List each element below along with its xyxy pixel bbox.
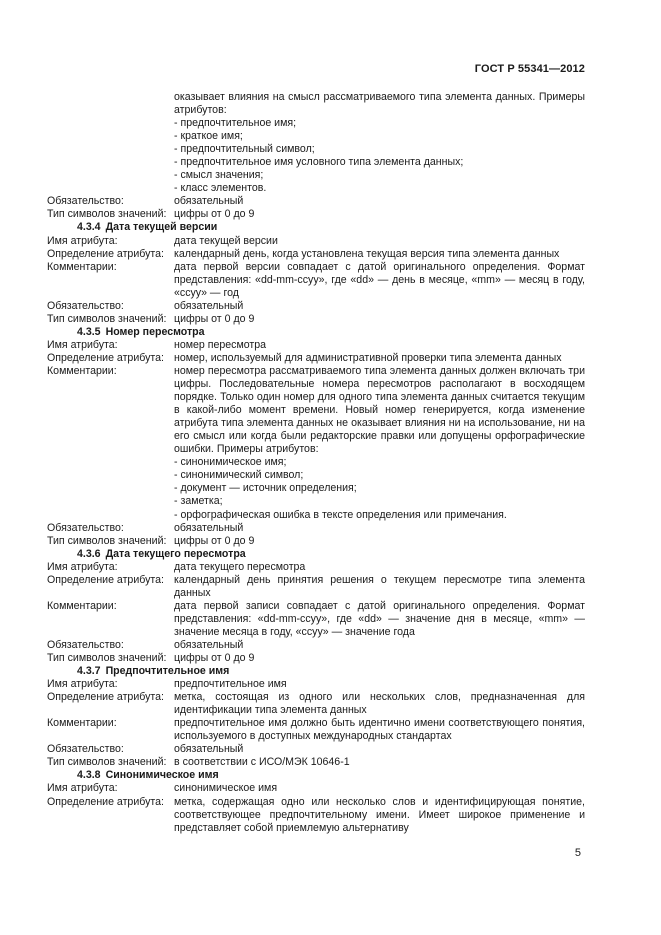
- section-title: Предпочтительное имя: [105, 665, 230, 678]
- field-value: обязательный: [174, 638, 244, 651]
- attr-name-row: [47, 561, 585, 574]
- field-label: Определение атрибута:: [47, 351, 164, 364]
- attr-name-row: [47, 235, 585, 248]
- field-label: Тип символов значений:: [47, 312, 167, 325]
- field-label: Обязательство:: [47, 521, 124, 534]
- field-value: цифры от 0 до 9: [174, 534, 255, 547]
- field-label: Имя атрибута:: [47, 782, 118, 795]
- definition-row: [47, 574, 585, 600]
- obligation-row: [47, 300, 585, 313]
- field-label: Обязательство:: [47, 638, 124, 651]
- section-title: Номер пересмотра: [105, 325, 205, 338]
- field-value: обязательный: [174, 195, 244, 208]
- definition-row: [47, 248, 585, 261]
- field-value: календарный день, когда установлена текущая версия типа элемента данных: [174, 247, 560, 260]
- field-value: номер пересмотра рассматриваемого типа элемента данных должен включать три цифры. Последовательные номера пересмотров располагают в восходящем порядке. Только один номер для одного типа элемента данных считается текущим в какой-либо момент времени. Новый номер генерируется, когда изменение атрибута типа элемента данных не оказывает влияния ни на использование, ни на его смысл или когда были редакторские правки или допущены орфографические ошибки. Примеры атрибутов:: [174, 364, 585, 456]
- symbol-type-row: [47, 208, 585, 221]
- field-value: цифры от 0 до 9: [174, 208, 255, 221]
- field-value: цифры от 0 до 9: [174, 312, 255, 325]
- field-value: метка, состоящая из одного или нескольких слов, предназначенная для идентификации типа элемента данных: [174, 691, 585, 717]
- comments-row: [47, 261, 585, 300]
- list-item: - предпочтительное имя условного типа элемента данных;: [174, 156, 464, 169]
- section-number: 4.3.4: [77, 221, 101, 234]
- field-value: дата текущего пересмотра: [174, 560, 306, 573]
- field-value: синонимическое имя: [174, 782, 278, 795]
- field-label: Обязательство:: [47, 195, 124, 208]
- section-heading-4-3-8: [47, 769, 585, 782]
- section-title: Дата текущей версии: [105, 221, 218, 234]
- attr-name-row: [47, 678, 585, 691]
- field-label: Тип символов значений:: [47, 534, 167, 547]
- symbol-type-row: [47, 535, 585, 548]
- obligation-row: [47, 743, 585, 756]
- field-value: календарный день принятия решения о текущем пересмотре типа элемента данных: [174, 573, 585, 599]
- section-number: 4.3.7: [77, 665, 101, 678]
- list-item: - предпочтительное имя;: [174, 117, 297, 130]
- field-label: Обязательство:: [47, 299, 124, 312]
- field-value: обязательный: [174, 743, 244, 756]
- field-value: дата первой записи совпадает с датой оригинального определения. Формат представления: «dd-mm-ccyy», где «dd» — значение дня в месяце, «mm» — значение месяца в году, «ccyy» — значение года: [174, 599, 585, 638]
- list-item: - предпочтительный символ;: [174, 143, 315, 156]
- section-title: Дата текущего пересмотра: [105, 547, 246, 560]
- intro-paragraph: оказывает влияния на смысл рассматриваемого типа элемента данных. Примеры атрибутов:: [174, 91, 585, 117]
- section-number: 4.3.8: [77, 769, 101, 782]
- symbol-type-row: [47, 652, 585, 665]
- field-label: Тип символов значений:: [47, 756, 167, 769]
- field-label: Имя атрибута:: [47, 678, 118, 691]
- field-value: номер, используемый для административной проверки типа элемента данных: [174, 351, 562, 364]
- attr-name-row: [47, 339, 585, 352]
- field-value: номер пересмотра: [174, 338, 267, 351]
- field-label: Определение атрибута:: [47, 691, 164, 704]
- symbol-type-row: [47, 313, 585, 326]
- field-label: Комментарии:: [47, 260, 117, 273]
- definition-row: [47, 796, 585, 835]
- section-number: 4.3.6: [77, 547, 101, 560]
- field-value: дата первой версии совпадает с датой оригинального определения. Формат представления: «dd-mm-ccyy», где «dd» — день в месяце, «mm» — месяц в году, «ccyy» — год: [174, 260, 585, 299]
- field-label: Комментарии:: [47, 599, 117, 612]
- field-value: дата текущей версии: [174, 234, 278, 247]
- field-label: Имя атрибута:: [47, 338, 118, 351]
- field-value: метка, содержащая одно или несколько слов и идентифицирующая понятие, соответствующее предпочтительному имени. Имеет широкое применение и представляет собой приемлемую альтернативу: [174, 795, 585, 834]
- field-value: цифры от 0 до 9: [174, 652, 255, 665]
- comments-row: [47, 717, 585, 743]
- field-label: Имя атрибута:: [47, 234, 118, 247]
- field-label: Комментарии:: [47, 717, 117, 730]
- list-item: - класс элементов.: [174, 182, 267, 195]
- section-heading-4-3-6: [47, 548, 585, 561]
- obligation-row: [47, 522, 585, 535]
- section-heading-4-3-4: [47, 221, 585, 234]
- field-label: Определение атрибута:: [47, 247, 164, 260]
- list-item: - документ — источник определения;: [174, 482, 357, 495]
- list-item: - орфографическая ошибка в тексте определения или примечания.: [174, 508, 507, 521]
- field-value: обязательный: [174, 521, 244, 534]
- symbol-type-row: [47, 756, 585, 769]
- field-value: предпочтительное имя должно быть идентично имени соответствующего понятия, используемого в доступных международных стандартах: [174, 717, 585, 743]
- definition-row: [47, 352, 585, 365]
- page-number: 5: [574, 847, 581, 859]
- comments-row: [47, 365, 585, 456]
- field-label: Тип символов значений:: [47, 208, 167, 221]
- field-label: Обязательство:: [47, 743, 124, 756]
- list-item: - заметка;: [174, 495, 223, 508]
- section-number: 4.3.5: [77, 325, 101, 338]
- attr-name-row: [47, 782, 585, 795]
- field-label: Определение атрибута:: [47, 795, 164, 808]
- page-content: [47, 91, 585, 835]
- field-label: Комментарии:: [47, 364, 117, 377]
- field-label: Имя атрибута:: [47, 560, 118, 573]
- list-item: - синонимический символ;: [174, 469, 304, 482]
- field-label: Определение атрибута:: [47, 573, 164, 586]
- document-header: ГОСТ Р 55341—2012: [474, 63, 585, 75]
- obligation-row: [47, 195, 585, 208]
- section-heading-4-3-5: [47, 326, 585, 339]
- section-title: Синонимическое имя: [105, 769, 219, 782]
- field-value: в соответствии с ИСО/МЭК 10646-1: [174, 756, 350, 769]
- list-item: - краткое имя;: [174, 130, 243, 143]
- field-label: Тип символов значений:: [47, 652, 167, 665]
- field-value: обязательный: [174, 299, 244, 312]
- comments-row: [47, 600, 585, 639]
- list-item: - синонимическое имя;: [174, 456, 287, 469]
- section-heading-4-3-7: [47, 665, 585, 678]
- obligation-row: [47, 639, 585, 652]
- list-item: - смысл значения;: [174, 169, 264, 182]
- definition-row: [47, 691, 585, 717]
- field-value: предпочтительное имя: [174, 678, 287, 691]
